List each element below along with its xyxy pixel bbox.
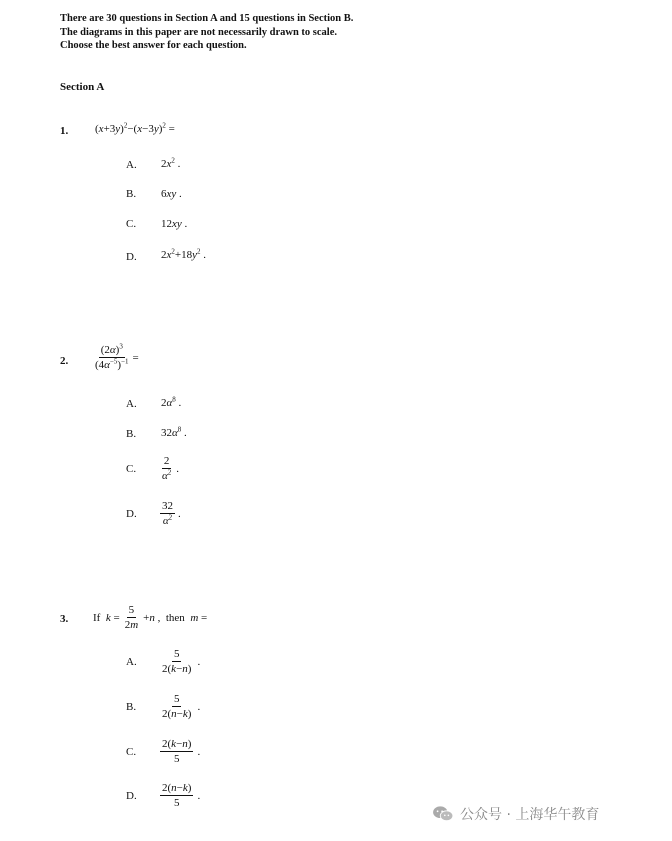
option-text: $\frac{32}{\alpha^2}$ . [162,500,181,527]
option-text: $2\alpha^8$ . [161,395,182,409]
wechat-icon [432,805,454,823]
question-number: 1. [60,125,69,137]
question-stem: $(x+3y)^2-(x-3y)^2$ = [95,121,175,135]
instruction-line: Choose the best answer for each question. [60,40,247,51]
option-label: D. [126,508,137,520]
option-text: $\frac{2(n-k)}{5}$ . [162,782,201,809]
option-label: B. [126,428,137,440]
option-label: C. [126,463,137,475]
option-text: 12xy . [161,218,188,230]
question-stem: If k = $\frac{5}{2m}$ +n , then m = [93,604,208,631]
watermark-text: 公众号 · 上海华午教育 [460,807,600,823]
question-stem: $\frac{(2\alpha)^3}{(4\alpha^{-5})^{-1}}$ = [95,342,139,371]
option-label: C. [126,746,137,758]
instruction-line: There are 30 questions in Section A and 15 questions in Section B. [60,13,354,24]
option-text: $\frac{5}{2(k-n)}$ . [162,648,201,675]
option-text: $\frac{5}{2(n-k)}$ . [162,693,201,720]
watermark [432,804,599,824]
option-text: $2x^2+18y^2$ . [161,247,206,261]
option-label: A. [126,656,137,668]
instruction-line: The diagrams in this paper are not necessarily drawn to scale. [60,26,337,38]
question-number: 2. [60,355,69,367]
option-text: $\frac{2(k-n)}{5}$ . [162,738,201,765]
option-text: 6xy . [161,188,182,200]
option-label: A. [126,398,137,410]
option-label: D. [126,790,137,802]
option-label: C. [126,218,137,230]
option-label: B. [126,701,137,713]
section-title: Section A [60,81,105,93]
option-text: $32\alpha^8$ . [161,425,187,439]
option-label: B. [126,188,137,200]
option-text: $\frac{2}{\alpha^2}$ . [162,455,180,482]
question-number: 3. [60,613,69,625]
option-label: D. [126,251,137,263]
option-label: A. [126,159,137,171]
option-text: $2x^2$ . [161,156,181,170]
instructions [60,12,353,53]
